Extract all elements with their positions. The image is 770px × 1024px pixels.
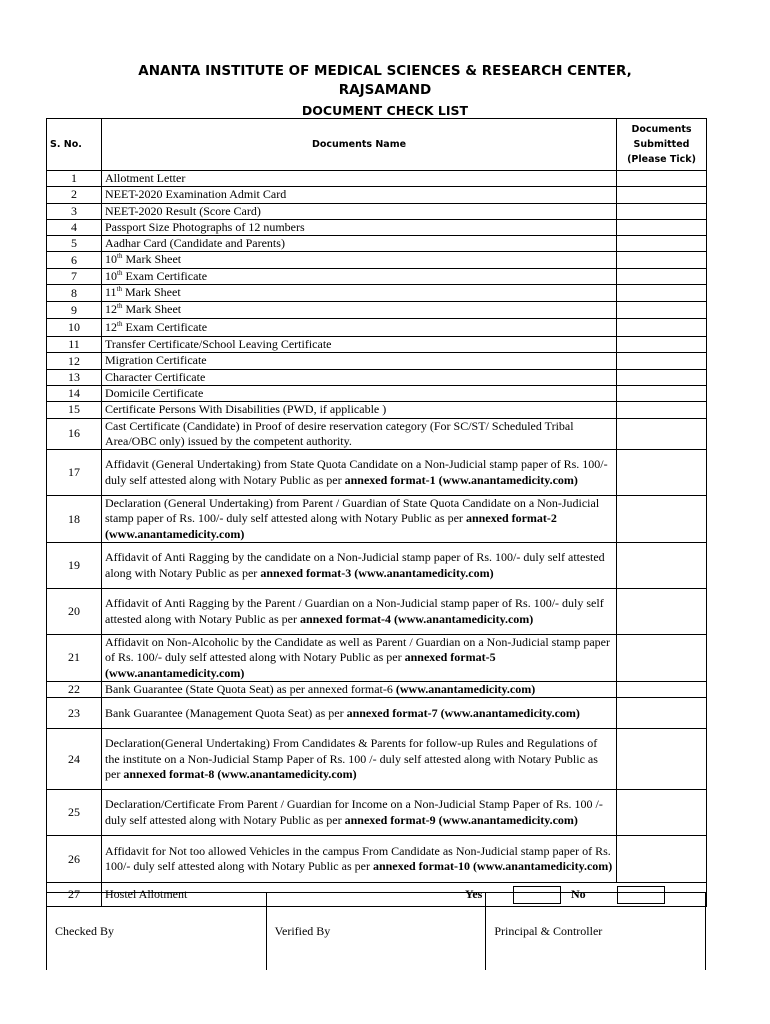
serial-number-cell: 9 <box>47 302 102 319</box>
document-name-text: Declaration/Certificate From Parent / Guardian for Income on a Non-Judicial Stamp Paper of Rs. 100 /- duly self attested along with Notary Public as per <box>105 797 603 827</box>
hostel-yes-label: Yes <box>465 887 483 902</box>
annexed-format-link-text: annexed format-5 (www.anantamedicity.com) <box>105 650 496 680</box>
ordinal-suffix: th <box>117 268 123 277</box>
verified-by-label: Verified By <box>274 924 331 938</box>
signature-table <box>46 892 706 970</box>
table-row <box>47 252 707 268</box>
serial-number-cell: 10 <box>47 319 102 337</box>
annexed-format-link-text: annexed format-8 (www.anantamedicity.com) <box>123 766 357 781</box>
table-row <box>47 418 707 450</box>
serial-number-cell: 26 <box>47 836 102 883</box>
document-name-cell <box>102 337 617 353</box>
table-row <box>47 203 707 219</box>
submitted-tick-cell[interactable] <box>617 589 707 635</box>
document-name-text: Character Certificate <box>105 369 206 384</box>
document-name-cell <box>102 589 617 635</box>
annexed-format-link-text: annexed format-1 (www.anantamedicity.com) <box>344 472 578 487</box>
ordinal-suffix: th <box>117 319 123 328</box>
serial-number-cell: 21 <box>47 635 102 682</box>
submitted-tick-cell[interactable] <box>617 635 707 682</box>
submitted-tick-cell[interactable] <box>617 268 707 284</box>
document-name-text: Affidavit on Non-Alcoholic by the Candidate as well as Parent / Guardian on a Non-Judicial stamp paper of Rs. 100/- duly self attested along with Notary Public as per <box>105 635 610 665</box>
submitted-tick-cell[interactable] <box>617 729 707 790</box>
document-name-text: Affidavit (General Undertaking) from State Quota Candidate on a Non-Judicial stamp paper of Rs. 100/- duly self attested along with Notary Public as per <box>105 457 608 487</box>
document-name-cell <box>102 369 617 385</box>
annexed-format-link-text: annexed format-2 (www.anantamedicity.com) <box>105 511 557 541</box>
ordinal-suffix: th <box>117 252 123 261</box>
serial-number-cell: 12 <box>47 353 102 369</box>
document-name-text: Domicile Certificate <box>105 385 204 400</box>
serial-number-cell: 19 <box>47 543 102 589</box>
serial-number-cell: 5 <box>47 236 102 252</box>
submitted-tick-cell[interactable] <box>617 171 707 187</box>
ordinal-suffix: th <box>117 302 123 311</box>
document-name-cell <box>102 219 617 235</box>
submitted-tick-cell[interactable] <box>617 219 707 235</box>
table-row <box>47 790 707 836</box>
document-name-cell <box>102 385 617 401</box>
document-name-text: Declaration (General Undertaking) from Parent / Guardian of State Quota Candidate on a Non-Judicial stamp paper of Rs. 100/- duly self attested along with Notary Public as per <box>105 496 600 526</box>
annexed-format-link-text: (www.anantamedicity.com) <box>395 681 536 696</box>
table-row <box>47 698 707 729</box>
document-name-cell <box>102 635 617 682</box>
documents-submitted-header <box>617 119 707 171</box>
document-name-text: NEET-2020 Examination Admit Card <box>105 187 287 202</box>
serial-number-cell: 17 <box>47 450 102 496</box>
document-name-text: Affidavit for Not too allowed Vehicles in the campus From Candidate as Non-Judicial stamp paper of Rs. 100/- duly self attested along with Notary Public as per <box>105 843 611 874</box>
table-row <box>47 729 707 790</box>
verified-by-cell[interactable] <box>266 893 486 971</box>
annexed-format-link-text: annexed format-3 (www.anantamedicity.com) <box>260 565 494 580</box>
table-row <box>47 353 707 369</box>
annexed-format-link-text: annexed format-7 (www.anantamedicity.com) <box>346 705 580 720</box>
document-name-cell <box>102 236 617 252</box>
serial-number-cell: 4 <box>47 219 102 235</box>
hostel-no-label: No <box>571 887 586 902</box>
document-name-cell <box>102 543 617 589</box>
submitted-tick-cell[interactable] <box>617 236 707 252</box>
document-name-text: Certificate Persons With Disabilities (PWD, if applicable ) <box>105 402 387 417</box>
checked-by-label: Checked By <box>55 924 114 938</box>
serial-number-cell: 16 <box>47 418 102 450</box>
documents-name-header: Documents Name <box>102 119 617 171</box>
submitted-tick-cell[interactable] <box>617 302 707 319</box>
document-name-cell <box>102 450 617 496</box>
serial-number-cell: 8 <box>47 285 102 302</box>
submitted-tick-cell[interactable] <box>617 450 707 496</box>
document-name-cell <box>102 353 617 369</box>
document-name-text: Passport Size Photographs of 12 numbers <box>105 219 305 234</box>
checked-by-cell[interactable] <box>47 893 267 971</box>
document-name-cell <box>102 836 617 883</box>
document-name-cell <box>102 729 617 790</box>
serial-number-cell: 25 <box>47 790 102 836</box>
submitted-tick-cell[interactable] <box>617 353 707 369</box>
document-name-text: Affidavit of Anti Ragging by the candidate on a Non-Judicial stamp paper of Rs. 100/- duly self attested along with Notary Public as per <box>105 550 605 580</box>
serial-number-cell: 13 <box>47 369 102 385</box>
serial-number-cell: 18 <box>47 496 102 543</box>
serial-number-cell: 24 <box>47 729 102 790</box>
document-name-text: Mark Sheet <box>122 285 181 300</box>
document-name-text: Affidavit of Anti Ragging by the Parent / Guardian on a Non-Judicial stamp paper of Rs. 100/- duly self attested along with Notary Public as per <box>105 596 604 626</box>
serial-number-cell: 22 <box>47 681 102 697</box>
document-name-text: Cast Certificate (Candidate) in Proof of desire reservation category (For SC/ST/ Scheduled Tribal Area/OBC only) issued by the competent authority. <box>105 418 574 448</box>
submitted-tick-cell[interactable] <box>617 698 707 729</box>
document-name-cell <box>102 496 617 543</box>
serial-number-cell: 1 <box>47 171 102 187</box>
table-row <box>47 236 707 252</box>
table-header-row <box>47 119 707 171</box>
submitted-tick-cell[interactable] <box>617 543 707 589</box>
annexed-format-link-text: annexed format-10 (www.anantamedicity.com) <box>372 859 613 874</box>
table-row <box>47 369 707 385</box>
table-row <box>47 171 707 187</box>
table-row <box>47 319 707 337</box>
submitted-tick-cell[interactable] <box>617 252 707 268</box>
table-row <box>47 385 707 401</box>
submitted-tick-cell[interactable] <box>617 402 707 418</box>
submitted-tick-cell[interactable] <box>617 369 707 385</box>
submitted-tick-cell[interactable] <box>617 337 707 353</box>
ordinal-suffix: th <box>116 285 123 294</box>
submitted-tick-cell[interactable] <box>617 285 707 302</box>
grade-number: 10 <box>105 252 117 267</box>
serial-number-cell: 7 <box>47 268 102 284</box>
document-name-cell <box>102 268 617 284</box>
checklist-table <box>46 118 707 907</box>
document-name-text: Aadhar Card (Candidate and Parents) <box>105 236 285 251</box>
document-name-text: Transfer Certificate/School Leaving Certificate <box>105 337 332 352</box>
page-title: DOCUMENT CHECK LIST <box>301 103 469 118</box>
table-row <box>47 836 707 883</box>
serial-number-header: S. No. <box>47 119 102 171</box>
document-name-text: Migration Certificate <box>105 353 207 368</box>
institute-title: ANANTA INSTITUTE OF MEDICAL SCIENCES & RESEARCH CENTER, <box>138 63 632 79</box>
submitted-header-line1: Documents <box>631 124 692 135</box>
serial-number-cell: 15 <box>47 402 102 418</box>
submitted-tick-cell[interactable] <box>617 319 707 337</box>
document-name-cell <box>102 187 617 203</box>
table-row <box>47 337 707 353</box>
document-name-cell <box>102 402 617 418</box>
submitted-tick-cell[interactable] <box>617 418 707 450</box>
table-row <box>47 589 707 635</box>
document-name-text: Mark Sheet <box>122 302 182 317</box>
document-name-cell <box>102 285 617 302</box>
serial-number-cell: 14 <box>47 385 102 401</box>
annexed-format-link-text: annexed format-9 (www.anantamedicity.com) <box>344 812 578 827</box>
principal-label: Principal & Controller <box>494 924 603 938</box>
document-name-cell <box>102 681 617 697</box>
document-name-cell <box>102 302 617 319</box>
serial-number-cell: 23 <box>47 698 102 729</box>
grade-number: 12 <box>105 302 117 317</box>
document-name-text: Bank Guarantee (Management Quota Seat) as per <box>105 705 347 720</box>
serial-number-cell: 27 <box>47 883 102 907</box>
table-row <box>47 187 707 203</box>
submitted-tick-cell[interactable] <box>617 836 707 883</box>
document-name-text: Exam Certificate <box>122 319 208 334</box>
table-row <box>47 496 707 543</box>
document-name-cell <box>102 203 617 219</box>
submitted-tick-cell[interactable] <box>617 203 707 219</box>
principal-cell[interactable] <box>486 893 706 971</box>
grade-number: 11 <box>105 285 117 300</box>
document-name-text: Mark Sheet <box>122 252 182 267</box>
table-row <box>47 285 707 302</box>
hostel-allotment-label: Hostel Allotment <box>105 887 188 902</box>
table-row <box>47 268 707 284</box>
document-name-text: Declaration(General Undertaking) From Candidates & Parents for follow-up Rules and Regulations of the institute on a Non-Judicial Stamp Paper of Rs. 100 /- duly self attested along with Notary Public as per <box>105 736 598 781</box>
document-name-cell <box>102 790 617 836</box>
institute-location: RAJSAMAND <box>338 82 432 98</box>
document-name-cell <box>102 418 617 450</box>
table-row <box>47 450 707 496</box>
submitted-tick-cell[interactable] <box>617 385 707 401</box>
grade-number: 10 <box>105 268 117 283</box>
document-name-cell <box>102 319 617 337</box>
document-name-cell <box>102 252 617 268</box>
table-row <box>47 681 707 697</box>
submitted-tick-cell[interactable] <box>617 790 707 836</box>
submitted-tick-cell[interactable] <box>617 187 707 203</box>
document-name-cell <box>102 698 617 729</box>
table-row <box>47 219 707 235</box>
grade-number: 12 <box>105 319 117 334</box>
serial-number-cell: 11 <box>47 337 102 353</box>
table-row <box>47 635 707 682</box>
document-name-cell <box>102 171 617 187</box>
document-name-text: Allotment Letter <box>105 171 186 185</box>
submitted-header-line3: (Please Tick) <box>627 154 696 165</box>
serial-number-cell: 6 <box>47 252 102 268</box>
document-name-text: NEET-2020 Result (Score Card) <box>105 203 261 218</box>
document-name-text: Bank Guarantee (State Quota Seat) as per annexed format-6 <box>105 681 396 696</box>
table-row <box>47 302 707 319</box>
serial-number-cell: 3 <box>47 203 102 219</box>
submitted-tick-cell[interactable] <box>617 496 707 543</box>
submitted-header-line2: Submitted <box>633 139 690 150</box>
annexed-format-link-text: annexed format-4 (www.anantamedicity.com) <box>299 611 534 626</box>
submitted-tick-cell[interactable] <box>617 681 707 697</box>
serial-number-cell: 20 <box>47 589 102 635</box>
table-row <box>47 543 707 589</box>
serial-number-cell: 2 <box>47 187 102 203</box>
table-row <box>47 402 707 418</box>
document-name-text: Exam Certificate <box>122 268 208 283</box>
